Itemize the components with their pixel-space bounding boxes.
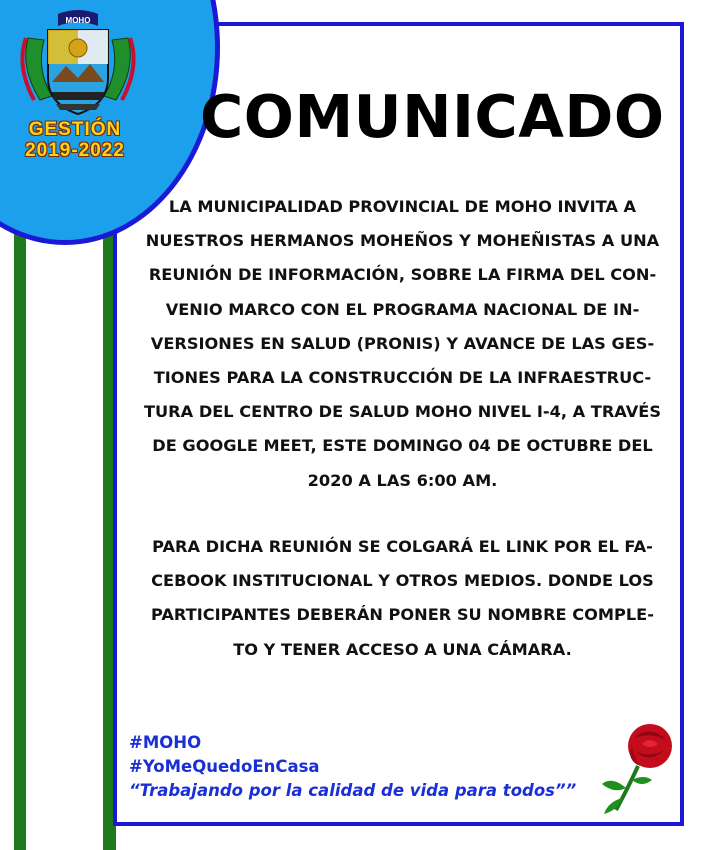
hashtag-yomequedoencasa: #YoMeQuedoEnCasa	[129, 757, 320, 776]
announcement-line: REUNIÓN DE INFORMACIÓN, SOBRE LA FIRMA DEL CON-	[148, 265, 657, 285]
announcement-line: LA MUNICIPALIDAD PROVINCIAL DE MOHO INVITA A	[168, 197, 637, 216]
crest-icon	[18, 8, 138, 120]
hashtag-moho: #MOHO	[129, 733, 202, 752]
announcement-paragraph	[140, 190, 665, 498]
instructions-line: PARTICIPANTES DEBERÁN PONER SU NOMBRE COMPLE-	[151, 605, 654, 625]
announcement-line: DE GOOGLE MEET, ESTE DOMINGO 04 DE OCTUBRE DEL	[152, 436, 653, 456]
announcement-line: NUESTROS HERMANOS MOHEÑOS Y MOHEÑISTAS A UNA	[145, 231, 660, 251]
announcement-line: TURA DEL CENTRO DE SALUD MOHO NIVEL I-4, A TRAVÉS	[144, 402, 661, 422]
instructions-line: CEBOOK INSTITUCIONAL Y OTROS MEDIOS. DONDE LOS	[151, 571, 654, 591]
instructions-paragraph	[140, 530, 665, 667]
announcement-line: 2020 A LAS 6:00 AM.	[307, 470, 498, 490]
slogan-text: “Trabajando por la calidad de vida para todos””	[129, 781, 577, 800]
crest-banner-text: MOHO	[65, 16, 91, 25]
announcement-line: VERSIONES EN SALUD (PRONIS) Y AVANCE DE LAS GES-	[150, 333, 655, 353]
rose-icon	[592, 718, 684, 816]
instructions-line: PARA DICHA REUNIÓN SE COLGARÁ EL LINK POR EL FA-	[152, 537, 653, 556]
announcement-line: VENIO MARCO CON EL PROGRAMA NACIONAL DE IN-	[165, 299, 640, 319]
instructions-line: TO Y TENER ACCESO A UNA CÁMARA.	[233, 639, 572, 659]
gestion-label: GESTIÓN	[28, 119, 122, 140]
page-title: COMUNICADO	[200, 82, 665, 151]
gestion-years: 2019-2022	[25, 140, 125, 161]
announcement-line: TIONES PARA LA CONSTRUCCIÓN DE LA INFRAESTRUC-	[153, 368, 652, 388]
